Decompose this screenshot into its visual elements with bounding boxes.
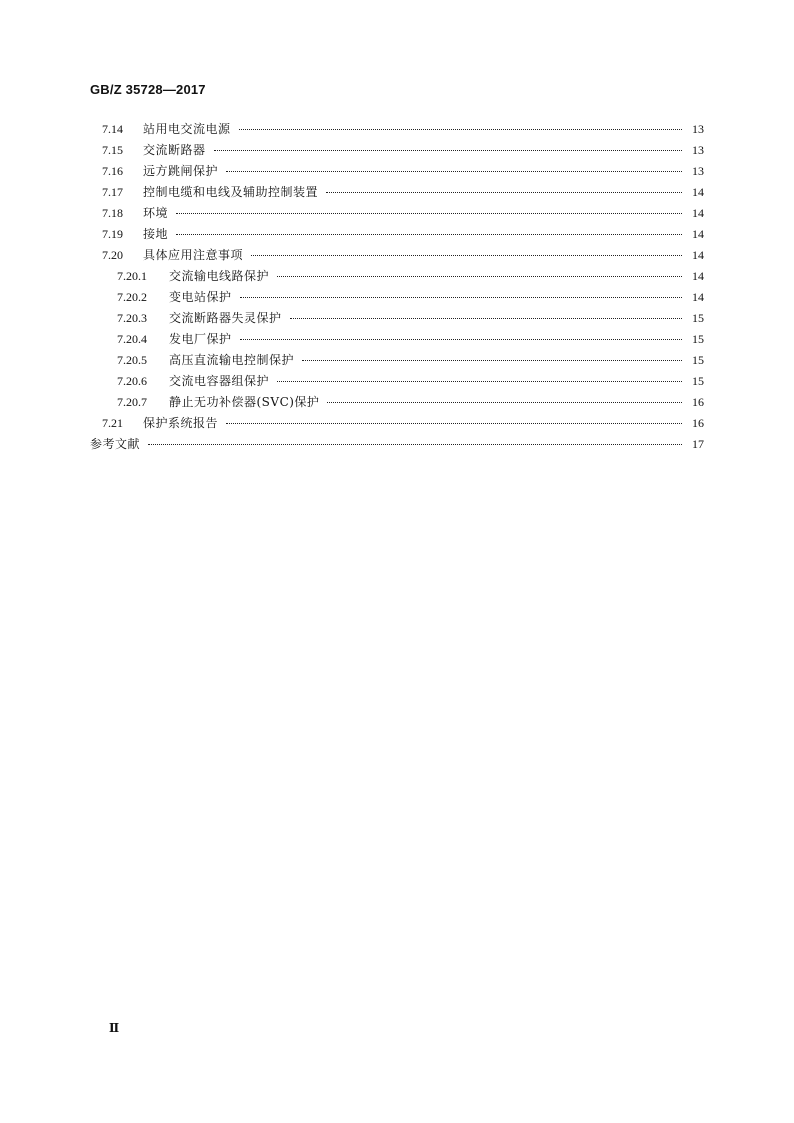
- toc-entry-title: 高压直流输电控制保护: [169, 353, 295, 367]
- toc-entry-title: 远方跳闸保护: [143, 164, 219, 178]
- toc-entry-title: 交流断路器失灵保护: [169, 311, 282, 325]
- toc-entry-page: 15: [692, 374, 704, 388]
- toc-entry-title: 具体应用注意事项: [143, 248, 244, 262]
- toc-entry-page: 17: [692, 437, 704, 451]
- toc-entry-title: 环境: [143, 206, 169, 220]
- toc-entry[interactable]: [0, 350, 704, 371]
- toc-entry-page: 13: [692, 122, 704, 136]
- toc-entry-title: 交流电容器组保护: [169, 374, 270, 388]
- toc-entry-page: 15: [692, 353, 704, 367]
- toc-leader-dots: [240, 296, 682, 298]
- toc-entry-number: 7.20.5: [117, 353, 147, 367]
- toc-entry[interactable]: [0, 182, 704, 203]
- toc-entry-title: 变电站保护: [169, 290, 232, 304]
- toc-leader-dots: [251, 254, 682, 256]
- toc-leader-dots: [239, 128, 682, 130]
- toc-entry-number: 7.20: [102, 248, 123, 262]
- toc-entry-number: 7.20.6: [117, 374, 147, 388]
- toc-entry-page: 14: [692, 248, 704, 262]
- toc-entry-page: 14: [692, 206, 704, 220]
- toc-entry-page: 14: [692, 227, 704, 241]
- toc-entry[interactable]: [0, 224, 704, 245]
- toc-leader-dots: [327, 401, 682, 403]
- toc-entry[interactable]: [0, 203, 704, 224]
- page-number: Ⅱ: [109, 1021, 120, 1035]
- toc-leader-dots: [148, 443, 682, 445]
- toc-entry[interactable]: [0, 329, 704, 350]
- toc-entry-page: 14: [692, 269, 704, 283]
- toc-leader-dots: [176, 212, 682, 214]
- toc-entry[interactable]: [0, 308, 704, 329]
- toc-entry-number: 7.20.4: [117, 332, 147, 346]
- toc-entry-references[interactable]: [0, 434, 704, 455]
- toc-entry-title: 交流输电线路保护: [169, 269, 270, 283]
- toc-entry-page: 16: [692, 395, 704, 409]
- toc-entry-number: 7.14: [102, 122, 123, 136]
- toc-leader-dots: [302, 359, 682, 361]
- toc-entry[interactable]: [0, 371, 704, 392]
- toc-entry-page: 14: [692, 290, 704, 304]
- toc-entry-number: 7.20.2: [117, 290, 147, 304]
- toc-entry[interactable]: [0, 266, 704, 287]
- toc-leader-dots: [290, 317, 682, 319]
- toc-entry[interactable]: [0, 287, 704, 308]
- toc-entry-title: 交流断路器: [143, 143, 206, 157]
- toc-leader-dots: [214, 149, 682, 151]
- toc-entry-number: 7.20.3: [117, 311, 147, 325]
- toc-entry[interactable]: [0, 245, 704, 266]
- toc-entry[interactable]: [0, 161, 704, 182]
- toc-entry-title: 接地: [143, 227, 169, 241]
- toc-entry[interactable]: [0, 119, 704, 140]
- toc-entry[interactable]: [0, 140, 704, 161]
- toc-entry-number: 7.16: [102, 164, 123, 178]
- toc-entry-title: 发电厂保护: [169, 332, 232, 346]
- toc-entry-number: 7.19: [102, 227, 123, 241]
- toc-entry-number: 7.20.7: [117, 395, 147, 409]
- toc-entry-page: 16: [692, 416, 704, 430]
- toc-entry-page: 15: [692, 332, 704, 346]
- toc-entry-title: 静止无功补偿器(SVC)保护: [169, 395, 320, 409]
- table-of-contents: [0, 119, 794, 455]
- toc-entry-number: 7.15: [102, 143, 123, 157]
- toc-entry-number: 7.18: [102, 206, 123, 220]
- toc-entry-page: 14: [692, 185, 704, 199]
- toc-entry-page: 13: [692, 143, 704, 157]
- toc-entry[interactable]: [0, 413, 704, 434]
- toc-leader-dots: [326, 191, 682, 193]
- toc-entry-page: 13: [692, 164, 704, 178]
- toc-entry-page: 15: [692, 311, 704, 325]
- standard-code: GB/Z 35728—2017: [90, 82, 206, 97]
- toc-leader-dots: [277, 380, 682, 382]
- toc-entry-title: 保护系统报告: [143, 416, 219, 430]
- toc-entry-title: 站用电交流电源: [143, 122, 231, 136]
- toc-leader-dots: [176, 233, 682, 235]
- toc-entry-number: 7.20.1: [117, 269, 147, 283]
- toc-leader-dots: [277, 275, 682, 277]
- toc-entry-number: 7.21: [102, 416, 123, 430]
- toc-entry-title: 控制电缆和电线及辅助控制装置: [143, 185, 319, 199]
- toc-entry[interactable]: [0, 392, 704, 413]
- toc-entry-title: 参考文献: [90, 437, 141, 451]
- toc-leader-dots: [240, 338, 682, 340]
- toc-leader-dots: [226, 170, 682, 172]
- toc-leader-dots: [226, 422, 682, 424]
- toc-entry-number: 7.17: [102, 185, 123, 199]
